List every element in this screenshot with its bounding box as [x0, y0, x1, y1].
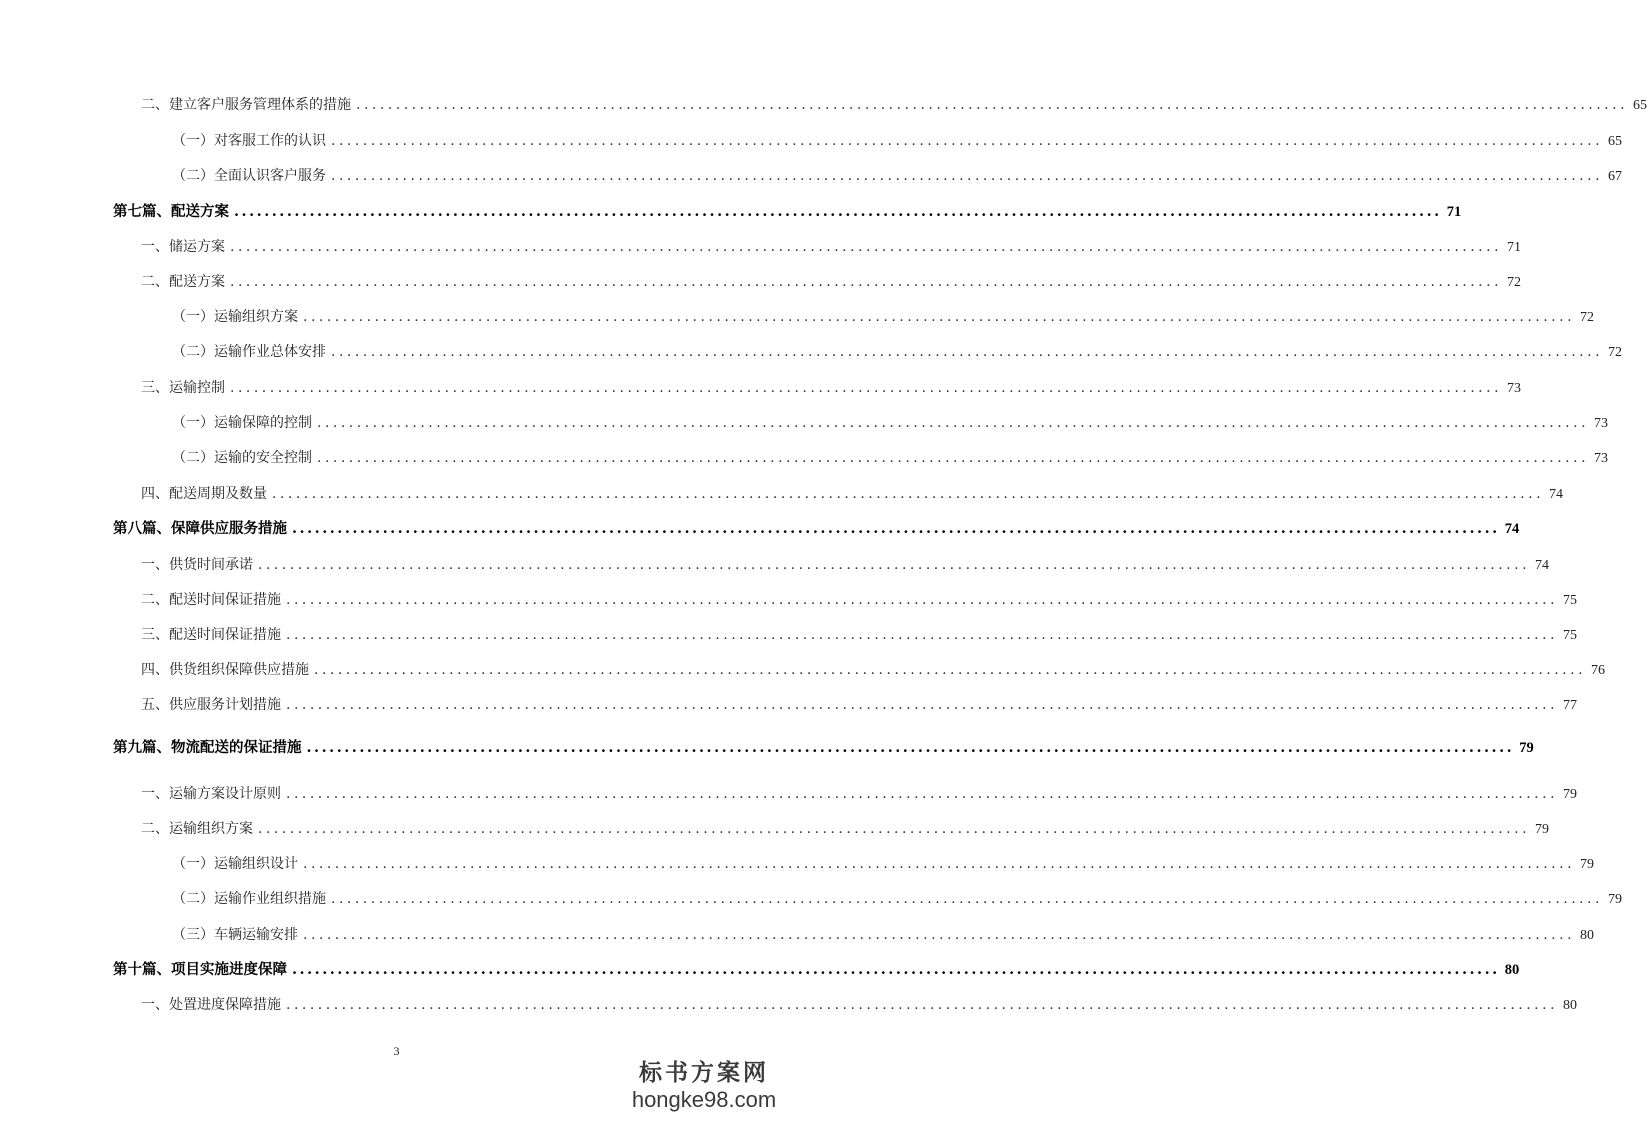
- toc-dot-leader: ................................................................................................................................................................: [286, 627, 1559, 643]
- toc-entry-label: 第十篇、项目实施进度保障: [113, 961, 287, 978]
- toc-dot-leader: ................................................................................................................................................................: [303, 856, 1576, 872]
- toc-entry-page: 80: [1563, 998, 1578, 1013]
- toc-entry[interactable]: [141, 819, 1550, 840]
- toc-dot-leader: ................................................................................................................................................................: [286, 697, 1559, 713]
- toc-dot-leader: ................................................................................................................................................................: [230, 380, 1503, 396]
- toc-entry[interactable]: [141, 784, 1578, 805]
- toc-entry[interactable]: [141, 272, 1522, 293]
- toc-dot-leader: ................................................................................................................................................................: [292, 520, 1500, 537]
- toc-entry-label: 第九篇、物流配送的保证措施: [113, 739, 302, 756]
- toc-entry[interactable]: [141, 378, 1522, 399]
- toc-entry-page: 74: [1504, 521, 1520, 537]
- toc-entry-label: 一、储运方案: [141, 239, 225, 255]
- toc-entry[interactable]: [172, 448, 1609, 469]
- toc-entry-label: 二、建立客户服务管理体系的措施: [141, 97, 351, 113]
- toc-dot-leader: ................................................................................................................................................................: [317, 415, 1590, 431]
- toc-dot-leader: ................................................................................................................................................................: [331, 344, 1604, 360]
- toc-entry-page: 67: [1608, 169, 1623, 184]
- toc-entry-label: 二、运输组织方案: [141, 821, 253, 837]
- toc-entry-label: 四、供货组织保障供应措施: [141, 662, 309, 678]
- page-number: 3: [393, 1044, 400, 1058]
- toc-dot-leader: ................................................................................................................................................................: [286, 592, 1559, 608]
- toc-entry[interactable]: [141, 995, 1578, 1016]
- watermark-chinese: 标书方案网: [639, 1060, 769, 1087]
- toc-dot-leader: ................................................................................................................................................................: [303, 309, 1576, 325]
- toc-entry-page: 72: [1608, 345, 1623, 360]
- watermark-domain: hongke98.com: [631, 1086, 777, 1112]
- toc-entry[interactable]: [113, 519, 1520, 539]
- toc-entry-label: （一）运输组织方案: [172, 309, 298, 325]
- toc-entry-page: 79: [1535, 822, 1550, 837]
- toc-dot-leader: ................................................................................................................................................................: [356, 97, 1629, 113]
- toc-entry[interactable]: [172, 854, 1595, 875]
- toc-dot-leader: ................................................................................................................................................................: [314, 662, 1587, 678]
- toc-entry-page: 71: [1507, 240, 1522, 255]
- toc-entry[interactable]: [141, 95, 1647, 116]
- toc-entry-label: （二）运输作业组织措施: [172, 891, 326, 907]
- toc-entry-page: 75: [1563, 628, 1578, 643]
- toc-dot-leader: ................................................................................................................................................................: [317, 450, 1590, 466]
- toc-entry-page: 72: [1507, 275, 1522, 290]
- toc-entry[interactable]: [113, 960, 1520, 980]
- toc-entry-page: 73: [1594, 451, 1609, 466]
- toc-entry-label: 二、配送时间保证措施: [141, 592, 281, 608]
- toc-entry-page: 72: [1580, 310, 1595, 325]
- toc-dot-leader: ................................................................................................................................................................: [331, 891, 1604, 907]
- toc-entry[interactable]: [172, 413, 1609, 434]
- toc-dot-leader: ................................................................................................................................................................: [331, 168, 1604, 184]
- toc-entry-label: 一、运输方案设计原则: [141, 786, 281, 802]
- toc-entry[interactable]: [172, 307, 1595, 328]
- toc-entry-page: 74: [1549, 487, 1564, 502]
- toc-dot-leader: ................................................................................................................................................................: [292, 961, 1500, 978]
- toc-dot-leader: ................................................................................................................................................................: [303, 927, 1576, 943]
- toc-entry-label: 三、运输控制: [141, 380, 225, 396]
- toc-entry-page: 73: [1507, 381, 1522, 396]
- toc-entry-label: （一）运输组织设计: [172, 856, 298, 872]
- watermark: [629, 1060, 779, 1112]
- toc-entry-label: 二、配送方案: [141, 274, 225, 290]
- toc-entry-page: 73: [1594, 416, 1609, 431]
- toc-entry-page: 79: [1563, 787, 1578, 802]
- toc-entry[interactable]: [172, 131, 1623, 152]
- toc-entry[interactable]: [141, 484, 1564, 505]
- toc-dot-leader: ................................................................................................................................................................: [331, 133, 1604, 149]
- toc-entry-label: 第七篇、配送方案: [113, 203, 229, 220]
- toc-entry-label: 五、供应服务计划措施: [141, 697, 281, 713]
- toc-entry-label: （一）运输保障的控制: [172, 415, 312, 431]
- toc-entry-label: 四、配送周期及数量: [141, 486, 267, 502]
- toc-dot-leader: ................................................................................................................................................................: [230, 274, 1503, 290]
- toc-entry[interactable]: [172, 166, 1623, 187]
- toc-entry-page: 74: [1535, 558, 1550, 573]
- toc-dot-leader: ................................................................................................................................................................: [272, 486, 1545, 502]
- toc-entry[interactable]: [141, 555, 1550, 576]
- toc-entry-label: （三）车辆运输安排: [172, 927, 298, 943]
- toc-entry[interactable]: [141, 237, 1522, 258]
- toc-entry-page: 79: [1580, 857, 1595, 872]
- toc-entry[interactable]: [141, 660, 1606, 681]
- toc-dot-leader: ................................................................................................................................................................: [258, 557, 1531, 573]
- toc-entry-page: 71: [1446, 204, 1462, 220]
- toc-dot-leader: ................................................................................................................................................................: [230, 239, 1503, 255]
- toc-entry[interactable]: [141, 590, 1578, 611]
- toc-entry-page: 80: [1580, 928, 1595, 943]
- toc-entry-label: 一、处置进度保障措施: [141, 997, 281, 1013]
- toc-dot-leader: ................................................................................................................................................................: [258, 821, 1531, 837]
- toc-entry[interactable]: [172, 925, 1595, 946]
- toc-entry[interactable]: [172, 889, 1623, 910]
- toc-entry-label: （二）运输作业总体安排: [172, 344, 326, 360]
- toc-entry-label: （二）运输的安全控制: [172, 450, 312, 466]
- toc-entry-label: （二）全面认识客户服务: [172, 168, 326, 184]
- toc-entry[interactable]: [141, 625, 1578, 646]
- toc-entry-page: 65: [1608, 134, 1623, 149]
- toc-entry-label: （一）对客服工作的认识: [172, 133, 326, 149]
- toc-entry[interactable]: [141, 695, 1578, 716]
- toc-entry-label: 三、配送时间保证措施: [141, 627, 281, 643]
- toc-dot-leader: ................................................................................................................................................................: [306, 739, 1515, 756]
- toc-entry-page: 76: [1591, 663, 1606, 678]
- toc-entry[interactable]: [113, 202, 1462, 222]
- toc-entry-label: 一、供货时间承诺: [141, 557, 253, 573]
- toc-entry[interactable]: [172, 342, 1623, 363]
- toc-entry-page: 80: [1504, 962, 1520, 978]
- toc-entry-page: 79: [1519, 740, 1534, 756]
- toc-entry-page: 75: [1563, 593, 1578, 608]
- toc-entry-page: 79: [1608, 892, 1623, 907]
- toc-entry[interactable]: [113, 738, 1534, 758]
- toc-entry-page: 77: [1563, 698, 1578, 713]
- toc-entry-page: 65: [1633, 98, 1647, 113]
- toc-dot-leader: ................................................................................................................................................................: [286, 997, 1559, 1013]
- toc-entry-label: 第八篇、保障供应服务措施: [113, 520, 287, 537]
- toc-dot-leader: ................................................................................................................................................................: [286, 786, 1559, 802]
- toc-dot-leader: ................................................................................................................................................................: [234, 203, 1442, 220]
